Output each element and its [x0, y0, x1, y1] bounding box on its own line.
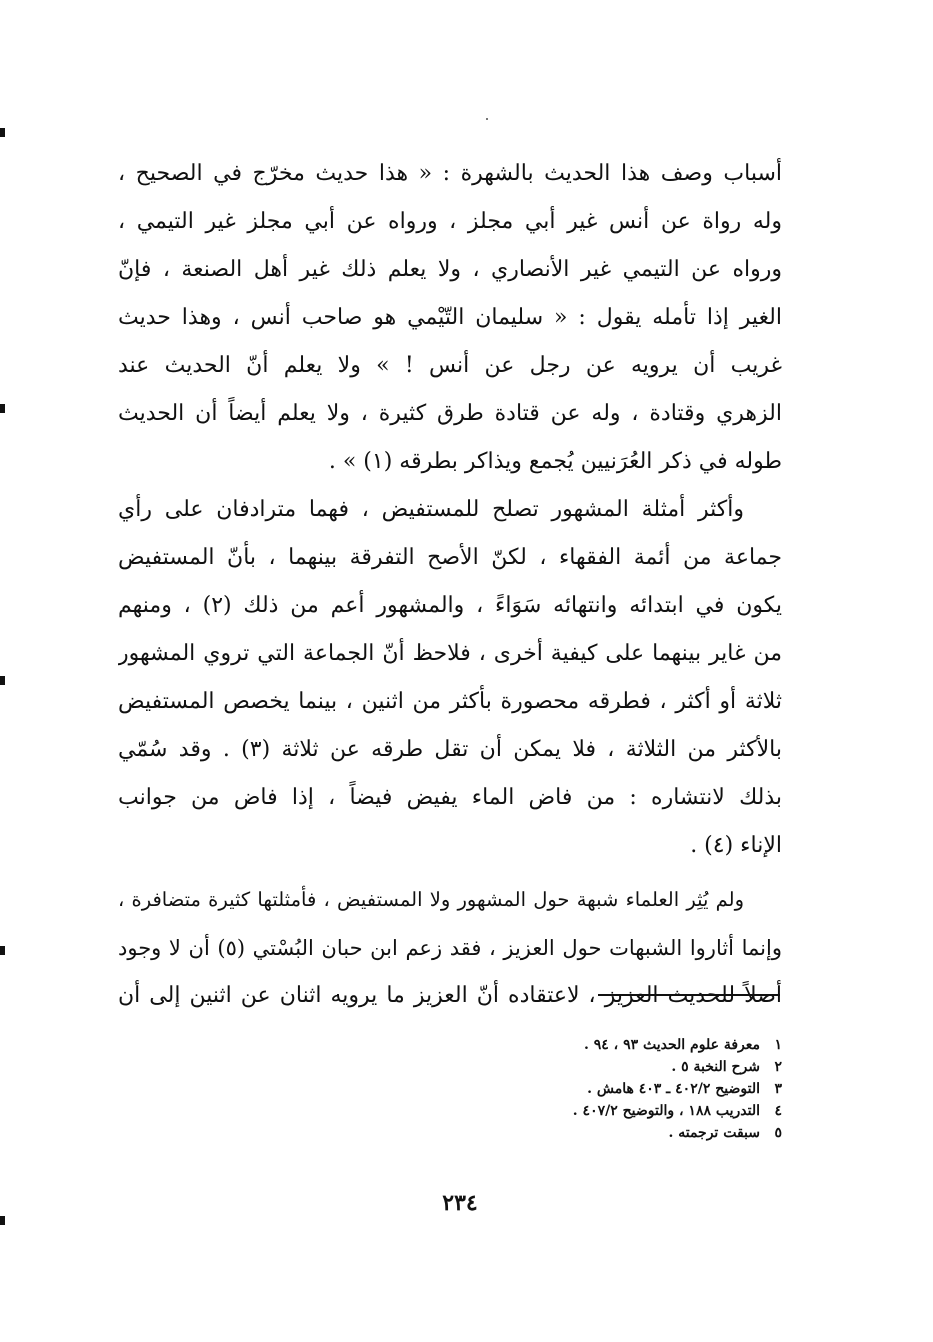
- text-line: ولم يُثِر العلماء شبهة حول المشهور ولا المستفيض ، فأمثلتها كثيرة متضافرة ،: [118, 888, 744, 911]
- scan-edge-mark: [0, 128, 5, 137]
- paragraph: [118, 486, 782, 870]
- scan-edge-mark: [0, 676, 5, 685]
- footnote: [420, 1034, 782, 1056]
- footnote-text: شرح النخبة ٥ .: [671, 1059, 760, 1075]
- scan-speck: [486, 118, 488, 120]
- footnote-number: ٣: [774, 1081, 782, 1097]
- text-line: بالأكثر من الثلاثة ، فلا يمكن أن تقل طرقه عن ثلاثة (٣) . وقد سُمّي: [118, 737, 782, 762]
- scan-edge-mark: [0, 1216, 5, 1225]
- footnote-text: سبقت ترجمته .: [668, 1125, 760, 1141]
- main-text: [118, 150, 782, 1020]
- footnote: [420, 1056, 782, 1078]
- page-number: ٢٣٤: [442, 1190, 478, 1216]
- footnote-text: التوضيح ٤٠٢/٢ ـ ٤٠٣ هامش .: [587, 1081, 760, 1097]
- text-line: يكون في ابتدائه وانتهائه سَوَاءً ، والمشهور أعم من ذلك (٢) ، ومنهم: [118, 593, 782, 618]
- footnote-text: معرفة علوم الحديث ٩٣ ، ٩٤ .: [584, 1037, 760, 1053]
- paragraph: [118, 150, 782, 486]
- scan-edge-mark: [0, 946, 5, 955]
- text-line: بذلك لانتشاره : من فاض الماء يفيض فيضاً ، إذا فاض من جوانب: [118, 785, 782, 810]
- text-line: الإناء (٤) .: [690, 833, 782, 858]
- footnotes: [420, 1034, 782, 1144]
- text-line: أسباب وصف هذا الحديث بالشهرة : « هذا حديث مخرّج في الصحيح ،: [118, 161, 782, 186]
- footnote-number: ٥: [774, 1125, 782, 1141]
- text-line: ثلاثة أو أكثر ، فطرقه محصورة بأكثر من اثنين ، بينما يخصص المستفيض: [118, 689, 782, 714]
- text-line: الغير إذا تأمله يقول : « سليمان التّيْمي هو صاحب أنس ، وهذا حديث: [118, 305, 782, 330]
- footnote-number: ٤: [774, 1103, 782, 1119]
- footnote-separator: [598, 994, 780, 996]
- text-line: غريب أن يرويه عن رجل عن أنس ! » ولا يعلم أنّ الحديث عند: [118, 353, 782, 378]
- text-line: جماعة من أئمة الفقهاء ، لكنّ الأصح التفرقة بينهما ، بأنّ المستفيض: [118, 545, 782, 570]
- text-line: وأكثر أمثلة المشهور تصلح للمستفيض ، فهما مترادفان على رأي: [118, 497, 744, 522]
- footnote: [420, 1078, 782, 1100]
- footnote-number: ٢: [774, 1059, 782, 1075]
- text-line: ورواه عن التيمي غير الأنصاري ، ولا يعلم ذلك غير أهل الصنعة ، فإنّ: [118, 257, 782, 282]
- footnote: [420, 1122, 782, 1144]
- text-line: طوله في ذكر العُرَنيين يُجمع ويذاكر بطرقه (١) » .: [328, 449, 782, 474]
- footnote-number: ١: [774, 1037, 782, 1053]
- paragraph: [118, 876, 782, 1020]
- text-line: من غاير بينهما على كيفية أخرى ، فلاحظ أنّ الجماعة التي تروي المشهور: [118, 641, 782, 666]
- text-line: الزهري وقتادة ، وله عن قتادة طرق كثيرة ، ولا يعلم أيضاً أن الحديث: [118, 401, 782, 426]
- text-line: وله رواة عن أنس غير أبي مجلز ، ورواه عن أبي مجلز غير التيمي ،: [118, 209, 782, 234]
- footnote-text: التدريب ١٨٨ ، والتوضيح ٤٠٧/٢ .: [572, 1103, 760, 1119]
- text-line: وإنما أثاروا الشبهات حول العزيز ، فقد زعم ابن حبان البُسْتي (٥) أن لا وجود: [118, 936, 782, 960]
- footnote: [420, 1100, 782, 1122]
- text-line: أصلاً للحديث العزيز ، لاعتقاده أنّ العزيز ما يرويه اثنان عن اثنين إلى أن: [118, 983, 782, 1008]
- scan-edge-mark: [0, 404, 5, 413]
